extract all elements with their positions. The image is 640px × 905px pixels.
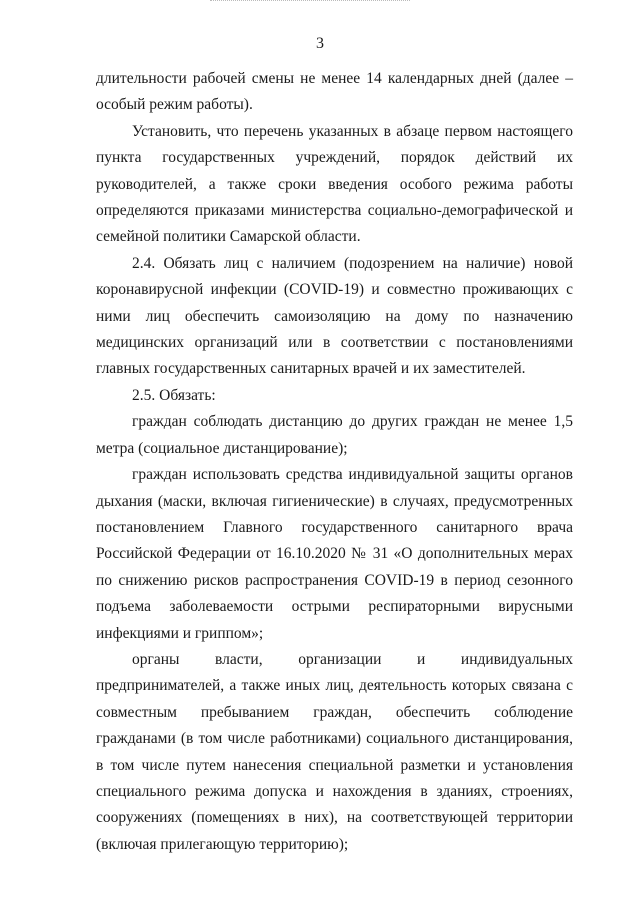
paragraph-social-distance: граждан соблюдать дистанцию до других граждан не менее 1,5 метра (социальное дистанцирование); [96, 413, 573, 457]
paragraph-organizations: органы власти, организации и индивидуальных предпринимателей, а также иных лиц, деятельность которых связана с совместным пребыванием граждан, обеспечить соблюдение гражданами (в том числе работниками) социального дистанцирования, в том числе путем нанесения специальной разметки и установления специального режима допуска и нахождения в зданиях, строениях, сооружениях (помещениях в них), на соответствующей территории (включая прилегающую территорию); [96, 650, 573, 853]
page-number: 3 [316, 35, 324, 52]
paragraph-2-5-heading: 2.5. Обязать: [132, 386, 216, 404]
document-body [96, 66, 573, 858]
scan-edge-mark [210, 0, 410, 2]
paragraph-institutions-list: Установить, что перечень указанных в абзаце первом настоящего пункта государственных учреждений, порядок действий их руководителей, а также сроки введения особого режима работы определяются приказами министерства социально-демографической и семейной политики Самарской области. [96, 122, 573, 246]
paragraph-2-4-self-isolation: 2.4. Обязать лиц с наличием (подозрением на наличие) новой коронавирусной инфекции (COVID-19) и совместно проживающих с ними лиц обеспечить самоизоляцию на дому по назначению медицинских организаций или в соответствии с постановлениями главных государственных санитарных врачей и их заместителей. [96, 254, 573, 378]
paragraph-masks: граждан использовать средства индивидуальной защиты органов дыхания (маски, включая гигиенические) в случаях, предусмотренных постановлением Главного государственного санитарного врача Российской Федерации от 16.10.2020 № 31 «О дополнительных мерах по снижению рисков распространения COVID-19 в период сезонного подъема заболеваемости острыми респираторными вирусными инфекциями и гриппом»; [96, 466, 573, 642]
paragraph-continuation: длительности рабочей смены не менее 14 календарных дней (далее – особый режим работы). [96, 70, 573, 114]
